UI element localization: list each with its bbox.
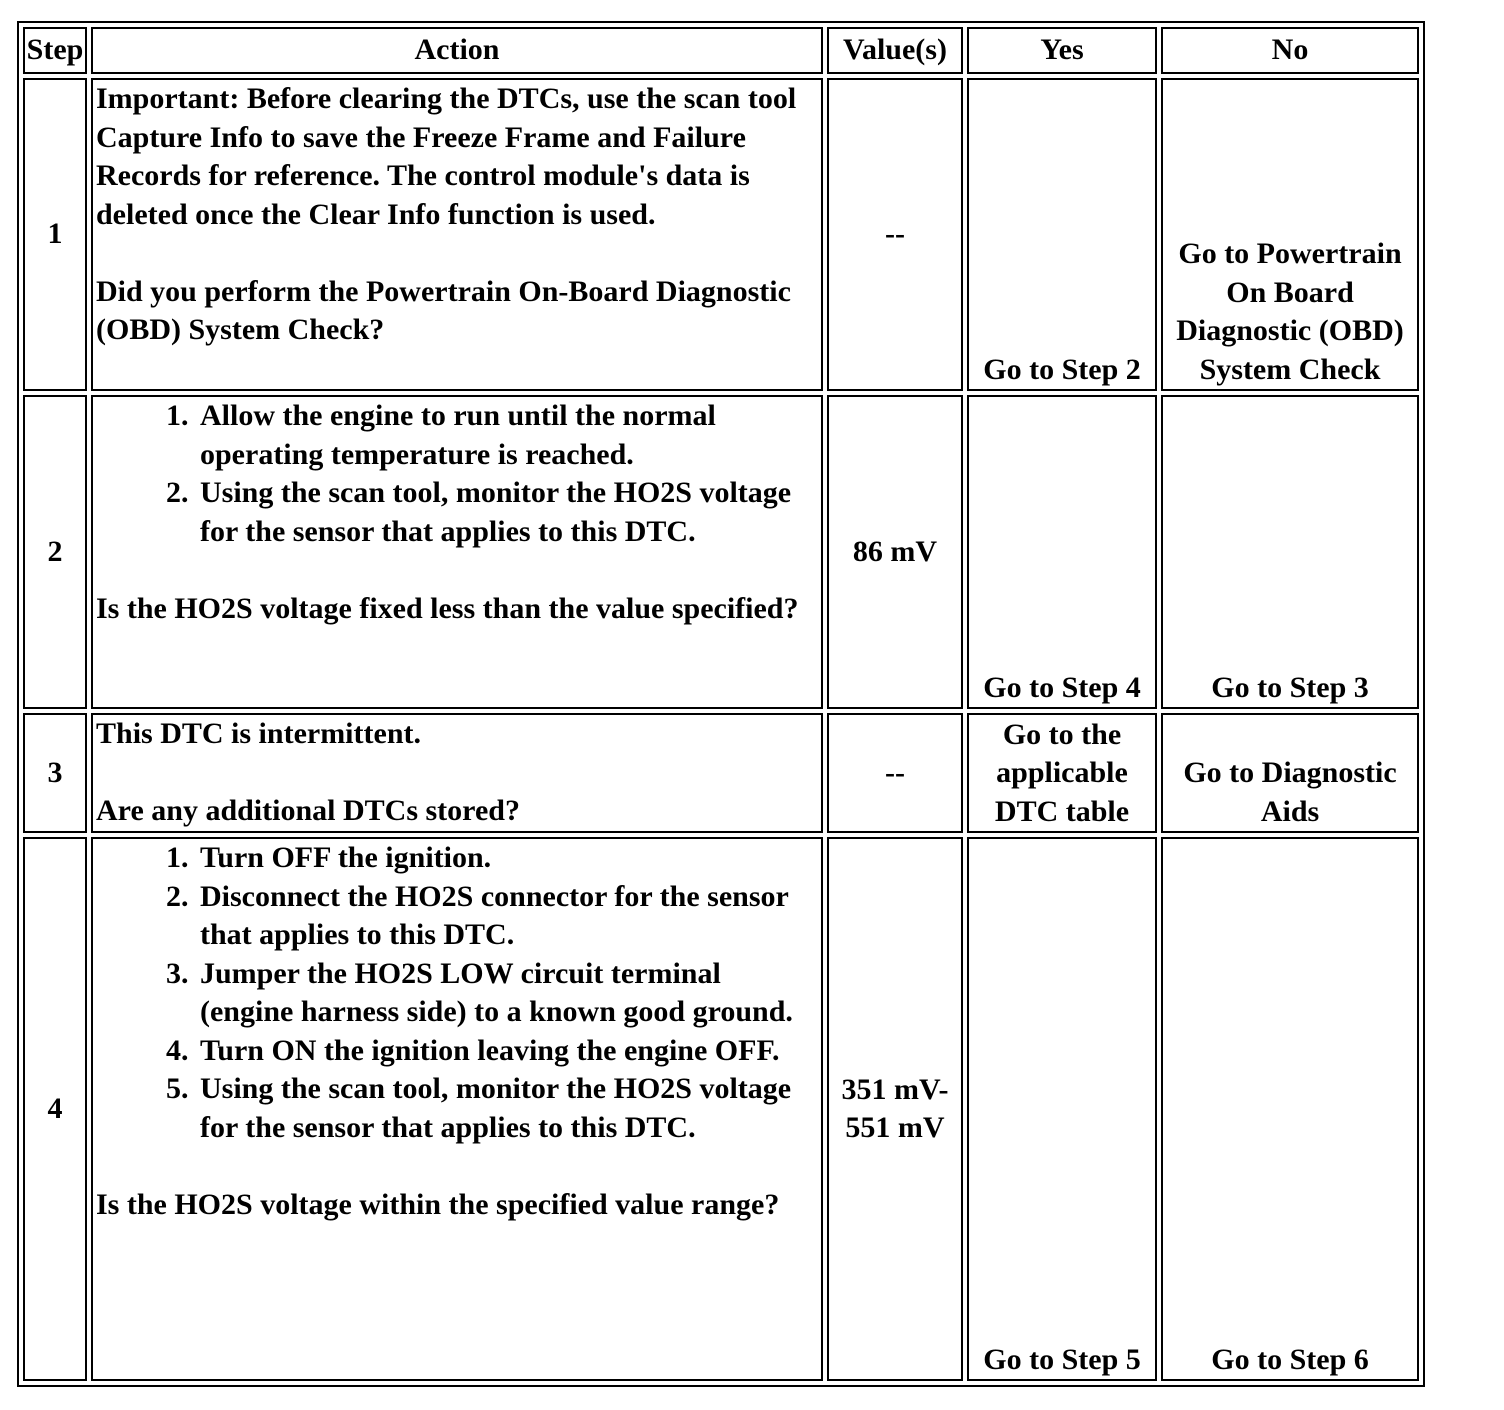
yes-cell: Go to the applicable DTC table — [967, 713, 1157, 833]
instruction-item: 4. Turn ON the ignition leaving the engine OFF. — [196, 1032, 818, 1071]
step-number: 2 — [23, 395, 87, 709]
yes-cell: Go to Step 4 — [967, 395, 1157, 709]
table-row — [23, 713, 1419, 833]
action-cell — [91, 837, 823, 1381]
action-question: Did you perform the Powertrain On-Board Diagnostic (OBD) System Check? — [96, 274, 791, 346]
no-cell: Go to Diagnostic Aids — [1161, 713, 1419, 833]
header-row — [23, 27, 1419, 74]
action-cell — [91, 713, 823, 833]
instruction-item: 3. Jumper the HO2S LOW circuit terminal (engine harness side) to a known good ground. — [196, 955, 818, 1032]
header-values: Value(s) — [827, 27, 963, 74]
instruction-item: 1. Allow the engine to run until the normal operating temperature is reached. — [196, 397, 818, 474]
table-row — [23, 395, 1419, 709]
action-cell — [91, 395, 823, 709]
action-question: Is the HO2S voltage fixed less than the value specified? — [96, 591, 799, 625]
header-yes: Yes — [967, 27, 1157, 74]
value-cell: 86 mV — [827, 395, 963, 709]
yes-cell: Go to Step 2 — [967, 78, 1157, 391]
instruction-list — [96, 839, 818, 1147]
value-cell: 351 mV-551 mV — [827, 837, 963, 1381]
header-step: Step — [23, 27, 87, 74]
instruction-list — [96, 397, 818, 551]
instruction-item: 2. Disconnect the HO2S connector for the sensor that applies to this DTC. — [196, 878, 818, 955]
action-question: Are any additional DTCs stored? — [96, 794, 520, 827]
instruction-item: 2. Using the scan tool, monitor the HO2S voltage for the sensor that applies to this DTC. — [196, 474, 818, 551]
no-cell: Go to Powertrain On Board Diagnostic (OBD) System Check — [1161, 78, 1419, 391]
header-no: No — [1161, 27, 1419, 74]
action-question: Is the HO2S voltage within the specified value range? — [96, 1187, 780, 1221]
value-cell: -- — [827, 713, 963, 833]
step-number: 4 — [23, 837, 87, 1381]
no-cell: Go to Step 6 — [1161, 837, 1419, 1381]
yes-cell: Go to Step 5 — [967, 837, 1157, 1381]
table-row — [23, 78, 1419, 391]
value-cell: -- — [827, 78, 963, 391]
diagnostic-table-container — [17, 21, 1425, 1387]
header-action: Action — [91, 27, 823, 74]
step-number: 3 — [23, 713, 87, 833]
action-cell — [91, 78, 823, 391]
no-cell: Go to Step 3 — [1161, 395, 1419, 709]
diagnostic-table — [17, 21, 1425, 1387]
instruction-item: 1. Turn OFF the ignition. — [196, 839, 818, 878]
step-number: 1 — [23, 78, 87, 391]
instruction-item: 5. Using the scan tool, monitor the HO2S voltage for the sensor that applies to this DTC. — [196, 1070, 818, 1147]
action-statement: This DTC is intermittent. — [96, 717, 421, 750]
table-row — [23, 837, 1419, 1381]
important-note: Important: Before clearing the DTCs, use the scan tool Capture Info to save the Freeze Frame and Failure Records for reference. The control module's data is deleted once the Clear Info function is used. — [96, 82, 797, 231]
